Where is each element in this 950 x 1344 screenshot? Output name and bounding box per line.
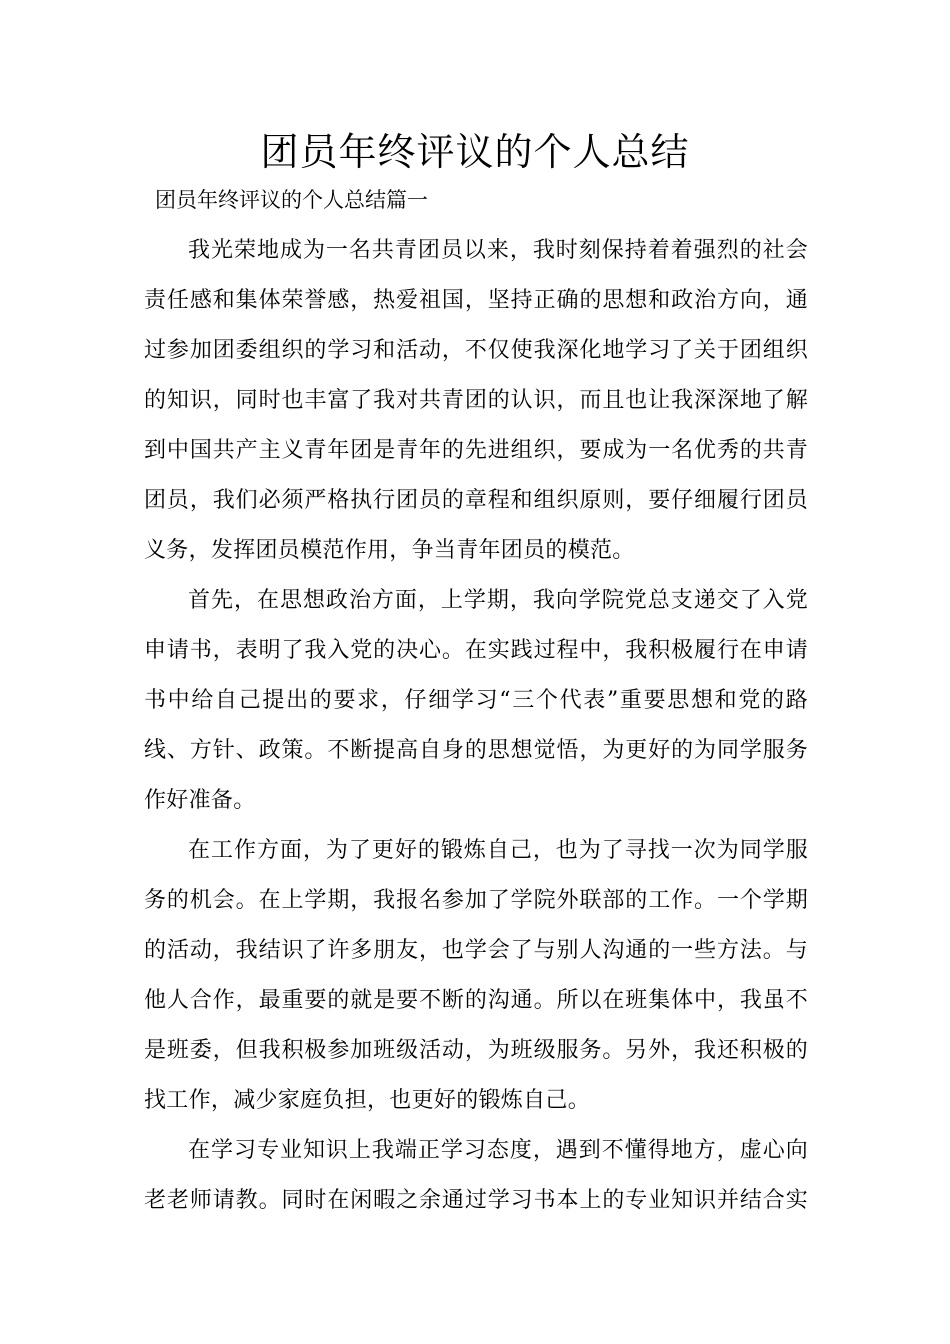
section-heading: 团员年终评议的个人总结篇一 bbox=[155, 188, 428, 212]
text-line: 线、方针、政策。不断提高自身的思想觉悟，为更好的为同学服务 bbox=[144, 738, 808, 763]
text-line: 的活动，我结识了许多朋友，也学会了与别人沟通的一些方法。与 bbox=[144, 938, 808, 963]
text-line: 老老师请教。同时在闲暇之余通过学习书本上的专业知识并结合实 bbox=[144, 1188, 808, 1213]
text-line: 首先，在思想政治方面，上学期，我向学院党总支递交了入党 bbox=[188, 588, 808, 613]
paragraph-2 bbox=[144, 576, 808, 826]
text-line: 责任感和集体荣誉感，热爱祖国，坚持正确的思想和政治方向，通 bbox=[144, 288, 808, 313]
text-line: 过参加团委组织的学习和活动，不仅使我深化地学习了关于团组织 bbox=[144, 338, 808, 363]
text-line: 到中国共产主义青年团是青年的先进组织，要成为一名优秀的共青 bbox=[144, 438, 808, 463]
text-line: 找工作，减少家庭负担，也更好的锻炼自己。 bbox=[144, 1088, 591, 1113]
text-line: 在学习专业知识上我端正学习态度，遇到不懂得地方，虚心向 bbox=[188, 1138, 808, 1163]
text-line: 在工作方面，为了更好的锻炼自己，也为了寻找一次为同学服 bbox=[188, 838, 808, 863]
text-line: 的知识，同时也丰富了我对共青团的认识，而且也让我深深地了解 bbox=[144, 388, 808, 413]
text-line: 团员，我们必须严格执行团员的章程和组织原则，要仔细履行团员 bbox=[144, 488, 808, 513]
paragraph-4 bbox=[144, 1126, 808, 1226]
paragraph-1 bbox=[144, 226, 808, 576]
document-body bbox=[144, 226, 808, 1226]
text-line: 义务，发挥团员模范作用，争当青年团员的模范。 bbox=[144, 538, 635, 563]
text-line: 我光荣地成为一名共青团员以来，我时刻保持着着强烈的社会 bbox=[188, 238, 808, 263]
paragraph-3 bbox=[144, 826, 808, 1126]
text-line: 申请书，表明了我入党的决心。在实践过程中，我积极履行在申请 bbox=[144, 638, 808, 663]
text-line: 作好准备。 bbox=[144, 788, 256, 813]
document-title: 团员年终评议的个人总结 bbox=[260, 130, 690, 174]
text-line: 是班委，但我积极参加班级活动，为班级服务。另外，我还积极的 bbox=[144, 1038, 808, 1063]
text-line: 务的机会。在上学期，我报名参加了学院外联部的工作。一个学期 bbox=[144, 888, 808, 913]
text-line: 书中给自己提出的要求，仔细学习“三个代表”重要思想和党的路 bbox=[144, 688, 808, 713]
text-line: 他人合作，最重要的就是要不断的沟通。所以在班集体中，我虽不 bbox=[144, 988, 808, 1013]
